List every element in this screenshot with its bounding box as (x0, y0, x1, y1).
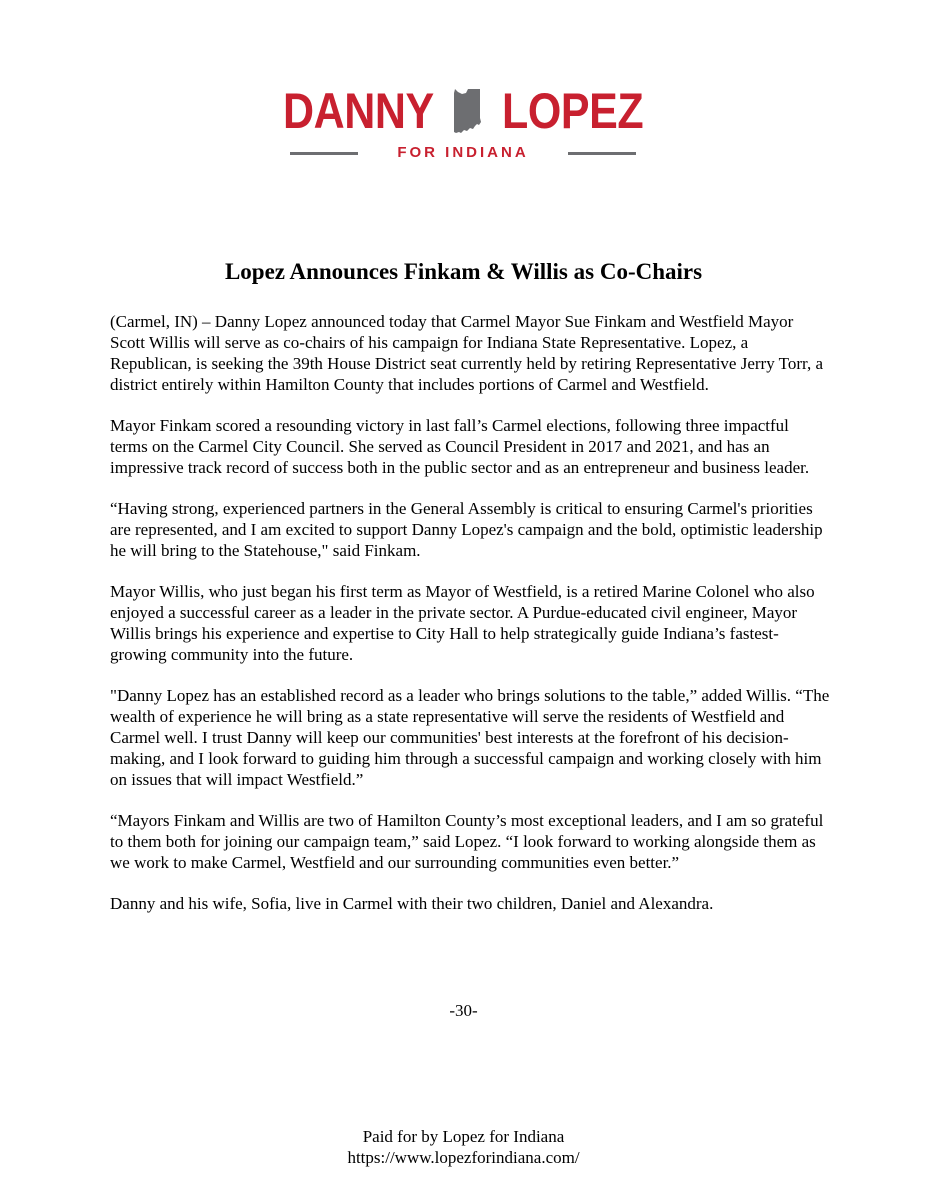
logo-last-name: LOPEZ (501, 83, 643, 139)
press-release-headline: Lopez Announces Finkam & Willis as Co-Chairs (224, 259, 703, 284)
campaign-website-url: https://www.lopezforindiana.com/ (347, 1148, 580, 1167)
body-paragraph: Mayor Willis, who just began his first term as Mayor of Westfield, is a retired Marine Colonel who also enjoyed a successful career as a leader in the private sector. A Purdue-educated civil engineer, Mayor Willis brings his experience and expertise to City Hall to help strategically guide Indiana’s fastest-growing community into the future. (110, 582, 815, 664)
footer (0, 1126, 927, 1168)
logo-left-rule (290, 152, 358, 155)
body-paragraph: “Having strong, experienced partners in the General Assembly is critical to ensuring Carmel's priorities are represented, and I am excited to support Danny Lopez's campaign and the bold, optimistic leadership he will bring to the Statehouse," said Finkam. (110, 499, 823, 560)
indiana-state-shape (454, 89, 481, 133)
body-paragraph: (Carmel, IN) – Danny Lopez announced today that Carmel Mayor Sue Finkam and Westfield Mayor Scott Willis will serve as co-chairs of his campaign for Indiana State Representative. Lopez, a Republican, is seeking the 39th House District seat currently held by retiring Representative Jerry Torr, a district entirely within Hamilton County that includes portions of Carmel and Westfield. (110, 312, 824, 394)
body-paragraph: Mayor Finkam scored a resounding victory in last fall’s Carmel elections, following three impactful terms on the Carmel City Council. She served as Council President in 2017 and 2021, and has an impressive track record of success both in the public sector and as an entrepreneur and business leader. (110, 416, 810, 477)
end-of-release-mark: -30- (449, 1001, 478, 1020)
logo-tagline: FOR INDIANA (397, 144, 529, 161)
paid-for-disclaimer: Paid for by Lopez for Indiana (362, 1127, 565, 1146)
campaign-logo (0, 83, 927, 168)
logo-wordmark (283, 83, 643, 139)
logo-first-name: DANNY (283, 83, 434, 139)
logo-right-rule (568, 152, 636, 155)
logo-tagline-row (290, 142, 636, 164)
press-release-body (110, 311, 830, 934)
body-paragraph: "Danny Lopez has an established record as a leader who brings solutions to the table,” added Willis. “The wealth of experience he will bring as a state representative will serve the residents of Westfield and Carmel well. I trust Danny will keep our communities' best interests at the forefront of his decision-making, and I look forward to guiding him through a successful campaign and working closely with him on issues that will impact Westfield.” (110, 686, 830, 789)
indiana-state-icon (450, 88, 484, 134)
body-paragraph: Danny and his wife, Sofia, live in Carmel with their two children, Daniel and Alexandra. (110, 894, 714, 913)
body-paragraph: “Mayors Finkam and Willis are two of Hamilton County’s most exceptional leaders, and I am so grateful to them both for joining our campaign team,” said Lopez. “I look forward to working alongside them as we work to make Carmel, Westfield and our surrounding communities even better.” (110, 811, 824, 872)
